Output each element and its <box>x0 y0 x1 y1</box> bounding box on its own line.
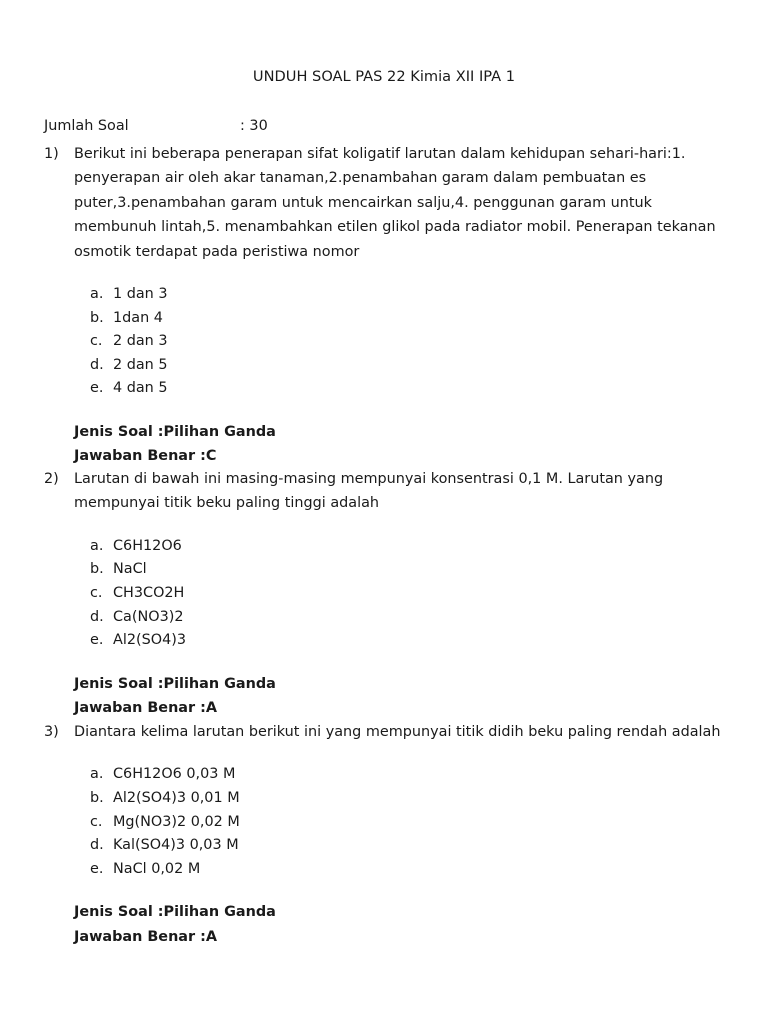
option-item <box>90 377 724 401</box>
question-type: Jenis Soal :Pilihan Ganda <box>74 675 276 692</box>
option-text: 1 dan 3 <box>113 286 168 303</box>
question-info <box>74 672 724 721</box>
option-item <box>90 330 724 354</box>
question-count-value: : 30 <box>240 118 268 134</box>
question-type: Jenis Soal :Pilihan Ganda <box>74 904 276 921</box>
option-letter: e. <box>90 380 104 397</box>
option-text: 2 dan 3 <box>113 333 168 350</box>
option-letter: d. <box>90 837 104 854</box>
option-list <box>90 283 724 401</box>
option-letter: b. <box>90 309 104 326</box>
option-text: NaCl <box>113 561 147 578</box>
option-letter: b. <box>90 561 104 578</box>
option-letter: e. <box>90 860 104 877</box>
option-item <box>90 535 724 559</box>
option-letter: d. <box>90 608 104 625</box>
correct-answer: Jawaban Benar :C <box>74 448 217 465</box>
option-text: 2 dan 5 <box>113 356 168 373</box>
question-info <box>74 420 724 469</box>
option-item <box>90 354 724 378</box>
option-text: Al2(SO4)3 <box>113 632 187 649</box>
option-item <box>90 858 724 882</box>
question-3 <box>44 720 724 949</box>
question-number: 2) <box>44 471 59 487</box>
option-text: NaCl 0,02 M <box>113 860 201 877</box>
option-item <box>90 763 724 787</box>
question-number: 3) <box>44 724 59 740</box>
question-text: Berikut ini beberapa penerapan sifat koligatif larutan dalam kehidupan sehari-hari:1. penyerapan air oleh akar tanaman,2.penambahan garam dalam pembuatan es puter,3.penambahan garam untuk mencairkan salju,4. penggunan garam untuk membunuh lintah,5. menambahkan etilen glikol pada radiator mobil. Penerapan tekanan osmotik terdapat pada peristiwa nomor <box>74 146 716 260</box>
option-item <box>90 787 724 811</box>
question-count <box>44 114 268 138</box>
option-letter: b. <box>90 790 104 806</box>
option-text: Ca(NO3)2 <box>113 608 184 625</box>
option-item <box>90 307 724 331</box>
question-count-label: Jumlah Soal <box>44 118 129 134</box>
option-text: 4 dan 5 <box>113 380 168 397</box>
option-text: 1dan 4 <box>113 309 163 326</box>
question-1 <box>44 142 724 469</box>
option-text: C6H12O6 0,03 M <box>113 766 236 783</box>
option-item <box>90 283 724 307</box>
question-text: Larutan di bawah ini masing-masing mempunyai konsentrasi 0,1 M. Larutan yang mempunyai titik beku paling tinggi adalah <box>74 471 664 512</box>
option-text: Al2(SO4)3 0,01 M <box>113 790 240 806</box>
page-title: UNDUH SOAL PAS 22 Kimia XII IPA 1 <box>252 68 516 85</box>
option-list <box>90 763 724 881</box>
option-text: Mg(NO3)2 0,02 M <box>113 813 240 830</box>
option-text: C6H12O6 <box>113 537 182 554</box>
option-letter: a. <box>90 286 104 303</box>
option-letter: d. <box>90 356 104 373</box>
question-text: Diantara kelima larutan berikut ini yang mempunyai titik didih beku paling rendah adalah <box>74 724 721 740</box>
option-text: Kal(SO4)3 0,03 M <box>113 837 239 854</box>
option-item <box>90 558 724 582</box>
option-item <box>90 606 724 630</box>
option-item <box>90 582 724 606</box>
option-letter: a. <box>90 766 104 783</box>
option-letter: a. <box>90 537 104 554</box>
option-letter: c. <box>90 813 103 830</box>
question-type: Jenis Soal :Pilihan Ganda <box>74 424 276 440</box>
option-item <box>90 811 724 835</box>
correct-answer: Jawaban Benar :A <box>74 928 218 945</box>
option-item <box>90 629 724 653</box>
option-item <box>90 834 724 858</box>
question-2 <box>44 467 724 721</box>
question-info <box>74 900 724 949</box>
option-letter: c. <box>90 585 103 601</box>
option-list <box>90 535 724 653</box>
option-letter: e. <box>90 632 104 649</box>
option-text: CH3CO2H <box>113 585 185 601</box>
correct-answer: Jawaban Benar :A <box>74 700 218 717</box>
option-letter: c. <box>90 333 103 350</box>
question-number: 1) <box>44 146 59 162</box>
